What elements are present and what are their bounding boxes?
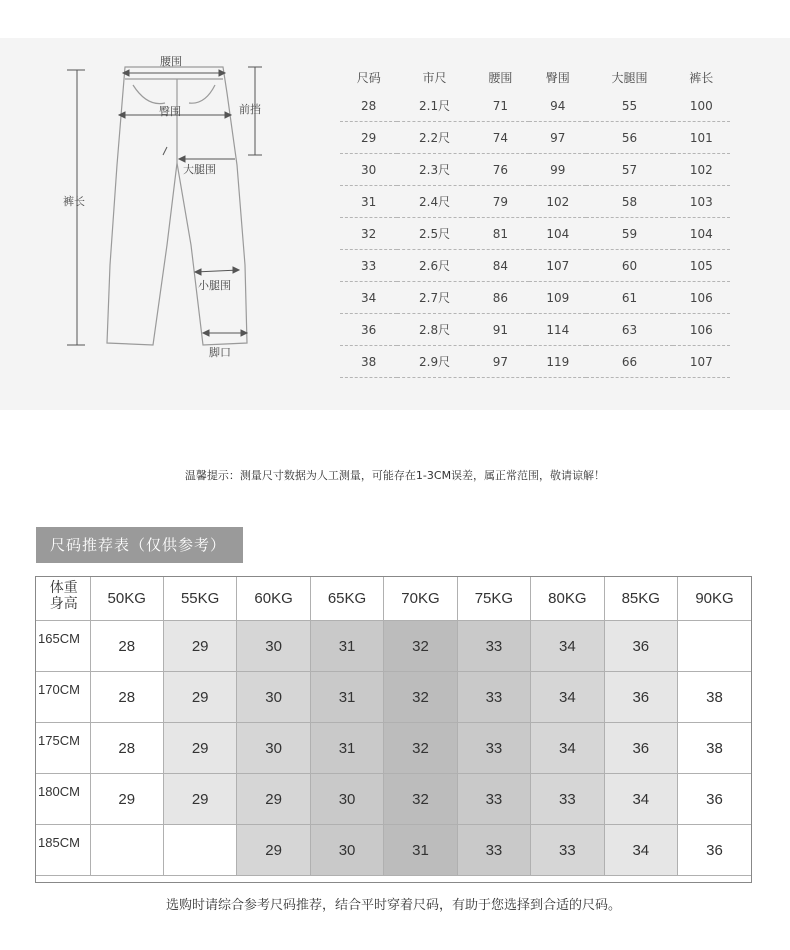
size-cell: 55 [586, 90, 672, 122]
recommend-size-cell: 34 [531, 672, 604, 723]
size-header-cell: 市尺 [422, 70, 447, 85]
size-cell: 79 [472, 186, 529, 218]
thigh-label: 大腿围 [183, 163, 216, 176]
recommend-row [36, 672, 751, 723]
weight-header-cell: 75KG [457, 577, 530, 621]
recommend-size-cell: 29 [163, 774, 236, 825]
recommend-size-cell [90, 825, 163, 876]
size-cell: 109 [529, 282, 586, 314]
weight-header-cell: 55KG [163, 577, 236, 621]
size-cell: 34 [340, 282, 397, 314]
front-rise-label: 前挡 [239, 103, 261, 116]
size-row [340, 282, 730, 314]
recommend-row [36, 621, 751, 672]
size-row [340, 218, 730, 250]
recommend-size-cell: 28 [90, 672, 163, 723]
size-cell: 61 [586, 282, 672, 314]
recommend-size-cell: 33 [531, 825, 604, 876]
recommend-size-cell [678, 621, 752, 672]
recommend-size-cell: 29 [163, 621, 236, 672]
recommend-size-cell: 38 [678, 672, 752, 723]
size-cell: 106 [673, 282, 730, 314]
size-table [340, 64, 730, 378]
recommend-size-cell: 29 [90, 774, 163, 825]
recommend-size-cell: 29 [163, 723, 236, 774]
size-header-cell: 腰围 [488, 70, 513, 85]
measurement-tip: 温馨提示：测量尺寸数据为人工测量，可能存在1-3CM误差，属正常范围，敬请谅解！ [184, 469, 606, 482]
recommend-size-cell: 34 [604, 774, 677, 825]
recommend-size-cell: 30 [237, 723, 310, 774]
size-cell: 2.7尺 [397, 282, 471, 314]
height-cell: 185CM [36, 825, 90, 876]
recommend-size-cell: 28 [90, 723, 163, 774]
pants-outline-icon [55, 45, 295, 375]
size-cell: 58 [586, 186, 672, 218]
size-cell: 2.4尺 [397, 186, 471, 218]
size-cell: 106 [673, 314, 730, 346]
size-cell: 2.5尺 [397, 218, 471, 250]
size-cell: 107 [529, 250, 586, 282]
weight-header-cell: 50KG [90, 577, 163, 621]
recommend-note: 选购时请综合参考尺码推荐，结合平时穿着尺码，有助于您选择到合适的尺码。 [165, 898, 621, 913]
size-cell: 119 [529, 346, 586, 378]
recommend-size-cell: 34 [531, 621, 604, 672]
recommend-size-cell: 30 [237, 672, 310, 723]
recommend-size-cell: 31 [384, 825, 457, 876]
size-header-cell: 尺码 [356, 70, 381, 85]
size-cell: 32 [340, 218, 397, 250]
size-cell: 30 [340, 154, 397, 186]
size-cell: 100 [673, 90, 730, 122]
corner-weight-label: 体重 [49, 579, 78, 595]
hip-label: 臀围 [159, 105, 181, 118]
size-header-cell: 大腿围 [611, 70, 648, 85]
recommend-size-cell: 31 [310, 672, 383, 723]
recommend-size-cell: 33 [457, 672, 530, 723]
size-cell: 114 [529, 314, 586, 346]
recommend-size-cell [163, 825, 236, 876]
recommend-size-cell: 33 [457, 825, 530, 876]
size-cell: 102 [529, 186, 586, 218]
size-row [340, 186, 730, 218]
height-cell: 170CM [36, 672, 90, 723]
recommend-size-cell: 29 [237, 774, 310, 825]
recommend-row [36, 825, 751, 876]
size-cell: 2.3尺 [397, 154, 471, 186]
size-cell: 74 [472, 122, 529, 154]
weight-header-cell: 65KG [310, 577, 383, 621]
size-cell: 103 [673, 186, 730, 218]
recommend-box [35, 576, 752, 913]
recommend-row [36, 723, 751, 774]
size-cell: 60 [586, 250, 672, 282]
size-cell: 56 [586, 122, 672, 154]
size-row [340, 314, 730, 346]
recommend-size-cell: 30 [310, 774, 383, 825]
height-cell: 165CM [36, 621, 90, 672]
size-cell: 66 [586, 346, 672, 378]
size-row [340, 154, 730, 186]
size-cell: 38 [340, 346, 397, 378]
size-cell: 84 [472, 250, 529, 282]
recommend-size-cell: 34 [531, 723, 604, 774]
size-cell: 2.6尺 [397, 250, 471, 282]
size-cell: 57 [586, 154, 672, 186]
recommend-size-cell: 28 [90, 621, 163, 672]
recommend-size-cell: 31 [310, 723, 383, 774]
size-cell: 91 [472, 314, 529, 346]
size-row [340, 346, 730, 378]
size-cell: 107 [673, 346, 730, 378]
recommend-size-cell: 32 [384, 672, 457, 723]
recommend-size-cell: 31 [310, 621, 383, 672]
recommend-size-cell: 36 [678, 774, 752, 825]
size-cell: 59 [586, 218, 672, 250]
size-row [340, 90, 730, 122]
recommend-title: 尺码推荐表（仅供参考） [36, 527, 243, 563]
size-cell: 2.8尺 [397, 314, 471, 346]
size-cell: 86 [472, 282, 529, 314]
recommend-row [36, 774, 751, 825]
size-cell: 101 [673, 122, 730, 154]
pants-measurement-diagram [55, 45, 295, 375]
size-header-cell: 裤长 [689, 70, 714, 85]
size-cell: 104 [673, 218, 730, 250]
weight-header-cell: 60KG [237, 577, 310, 621]
weight-header-cell: 70KG [384, 577, 457, 621]
size-cell: 63 [586, 314, 672, 346]
weight-header-cell: 80KG [531, 577, 604, 621]
size-row [340, 250, 730, 282]
size-cell: 81 [472, 218, 529, 250]
recommend-size-cell: 30 [237, 621, 310, 672]
size-cell: 28 [340, 90, 397, 122]
weight-header-cell: 90KG [678, 577, 752, 621]
waist-label: 腰围 [160, 55, 182, 68]
recommend-size-cell: 29 [163, 672, 236, 723]
size-cell: 2.1尺 [397, 90, 471, 122]
length-label: 裤长 [63, 195, 85, 208]
size-cell: 36 [340, 314, 397, 346]
recommend-table [36, 577, 751, 876]
recommend-size-cell: 30 [310, 825, 383, 876]
size-cell: 71 [472, 90, 529, 122]
size-row [340, 122, 730, 154]
recommend-size-cell: 36 [604, 621, 677, 672]
recommend-size-cell: 33 [457, 621, 530, 672]
size-cell: 105 [673, 250, 730, 282]
recommend-size-cell: 36 [604, 672, 677, 723]
recommend-size-cell: 33 [531, 774, 604, 825]
height-cell: 175CM [36, 723, 90, 774]
size-cell: 94 [529, 90, 586, 122]
size-cell: 2.2尺 [397, 122, 471, 154]
recommend-size-cell: 32 [384, 621, 457, 672]
weight-header-cell: 85KG [604, 577, 677, 621]
recommend-size-cell: 29 [237, 825, 310, 876]
height-cell: 180CM [36, 774, 90, 825]
recommend-size-cell: 32 [384, 723, 457, 774]
size-cell: 33 [340, 250, 397, 282]
size-cell: 2.9尺 [397, 346, 471, 378]
recommend-size-cell: 33 [457, 723, 530, 774]
size-cell: 97 [472, 346, 529, 378]
size-cell: 102 [673, 154, 730, 186]
recommend-size-cell: 34 [604, 825, 677, 876]
size-cell: 97 [529, 122, 586, 154]
size-header-cell: 臀围 [545, 70, 570, 85]
recommend-size-cell: 32 [384, 774, 457, 825]
recommend-size-cell: 36 [678, 825, 752, 876]
corner-height-label: 身高 [49, 595, 78, 611]
size-cell: 99 [529, 154, 586, 186]
recommend-size-cell: 33 [457, 774, 530, 825]
calf-label: 小腿围 [198, 279, 231, 292]
size-cell: 29 [340, 122, 397, 154]
hem-label: 脚口 [209, 346, 231, 359]
recommend-size-cell: 38 [678, 723, 752, 774]
size-cell: 76 [472, 154, 529, 186]
size-cell: 31 [340, 186, 397, 218]
recommend-size-cell: 36 [604, 723, 677, 774]
size-cell: 104 [529, 218, 586, 250]
corner-cell [36, 577, 90, 621]
